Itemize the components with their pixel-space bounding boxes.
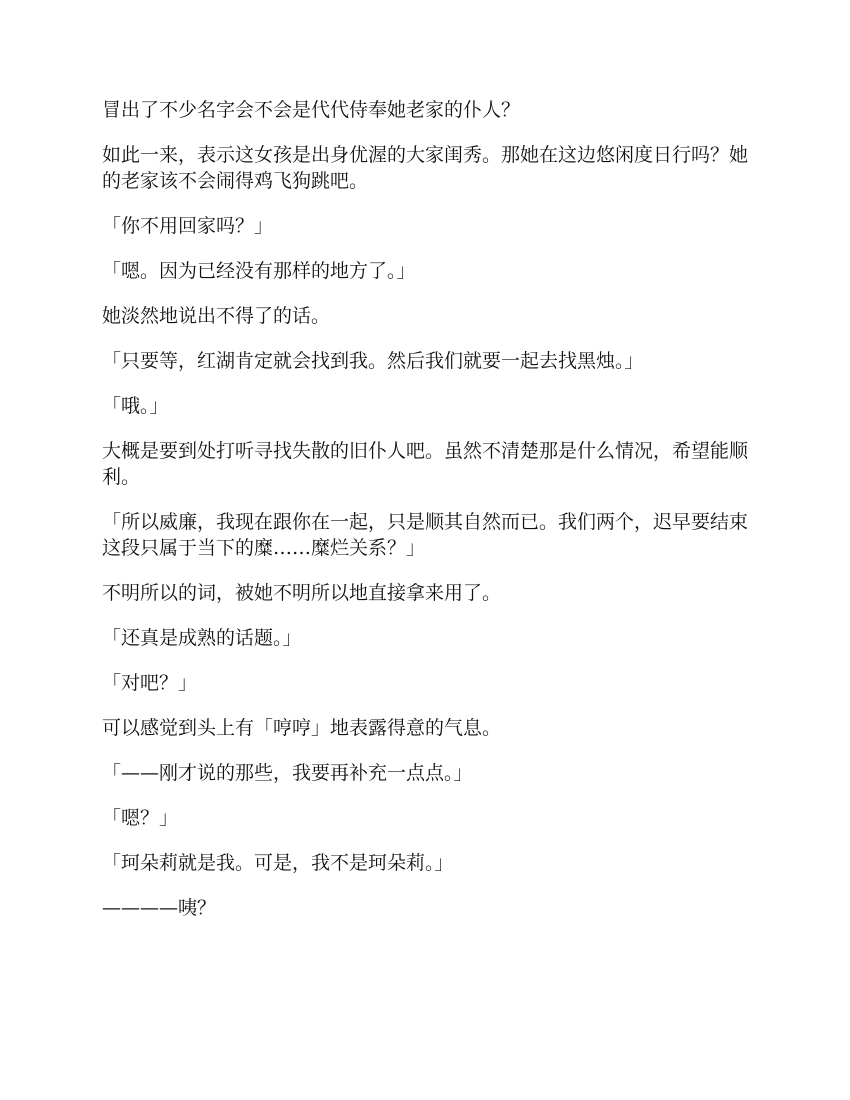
dialogue-line: 「对吧？」	[102, 672, 198, 694]
paragraph: 冒出了不少名字会不会是代代侍奉她老家的仆人？	[102, 99, 521, 121]
dialogue-line: 「嗯？」	[102, 807, 179, 829]
paragraph: 她淡然地说出不得了的话。	[102, 305, 331, 327]
dialogue-line: 「你不用回家吗？」	[102, 215, 274, 237]
dialogue-line: 「——刚才说的那些，我要再补充一点点。」	[102, 762, 473, 784]
paragraph: 不明所以的词，被她不明所以地直接拿来用了。	[102, 582, 502, 604]
paragraph: ————咦？	[102, 897, 217, 919]
dialogue-line: 「珂朵莉就是我。可是，我不是珂朵莉。」	[102, 852, 454, 874]
dialogue-line: 「只要等，红湖肯定就会找到我。然后我们就要一起去找黑烛。」	[102, 350, 644, 372]
dialogue-line: 「还真是成熟的话题。」	[102, 627, 302, 649]
dialogue-line: 「哦。」	[102, 395, 169, 417]
dialogue-line: 「嗯。因为已经没有那样的地方了。」	[102, 260, 416, 282]
paragraph: 可以感觉到头上有「哼哼」地表露得意的气息。	[102, 717, 502, 739]
paragraph: 如此一来，表示这女孩是出身优渥的大家闺秀。那她在这边悠闲度日行吗？她的老家该不会闹得鸡飞狗跳吧。	[102, 144, 749, 192]
document-body	[102, 97, 750, 940]
paragraph: 大概是要到处打听寻找失散的旧仆人吧。虽然不清楚那是什么情况，希望能顺利。	[102, 440, 749, 488]
dialogue-line: 「所以威廉，我现在跟你在一起，只是顺其自然而已。我们两个，迟早要结束这段只属于当下的糜……糜烂关系？」	[102, 511, 749, 559]
